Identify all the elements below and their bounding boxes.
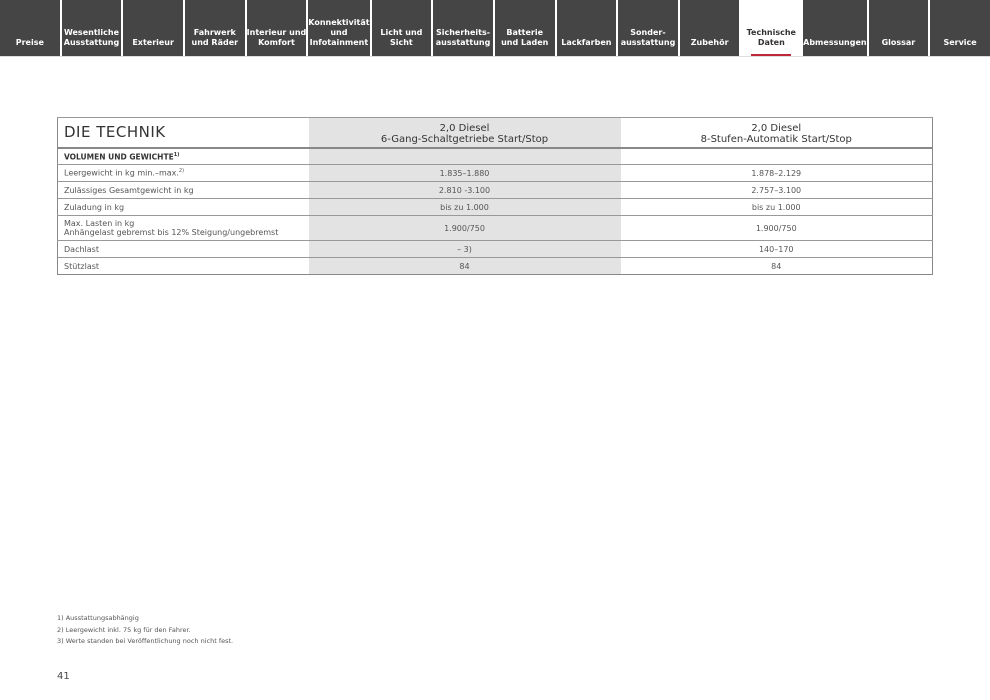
column-header-manual: 2,0 Diesel 6-Gang-Schaltgetriebe Start/Stop — [309, 118, 621, 148]
section-title: VOLUMEN UND GEWICHTE — [64, 152, 174, 161]
footnote: 1) Ausstattungsabhängig — [57, 614, 139, 622]
tab-service[interactable]: Service — [930, 0, 990, 56]
tab-exterieur[interactable]: Exterieur — [123, 0, 183, 56]
tab-glossar[interactable]: Glossar — [869, 0, 929, 56]
footnotes — [57, 613, 233, 648]
value-automatic: 140–170 — [621, 241, 933, 258]
tech-data-table — [57, 117, 933, 275]
table-row — [58, 258, 933, 275]
column-header-automatic: 2,0 Diesel 8-Stufen-Automatik Start/Stop — [621, 118, 933, 148]
value-manual: 1.835–1.880 — [309, 165, 621, 182]
tab-preise[interactable]: Preise — [0, 0, 60, 56]
value-manual: 2.810 -3.100 — [309, 182, 621, 199]
tab-licht[interactable]: Licht und Sicht — [372, 0, 432, 56]
tab-fahrwerk[interactable]: Fahrwerk und Räder — [185, 0, 245, 56]
value-automatic: 84 — [621, 258, 933, 275]
table-header — [58, 118, 933, 148]
row-label: Leergewicht in kg min.–max. — [64, 168, 179, 178]
tab-abmessungen[interactable]: Abmessungen — [803, 0, 866, 56]
value-manual: bis zu 1.000 — [309, 199, 621, 216]
footnote-ref: 1) — [173, 151, 180, 158]
table-row — [58, 216, 933, 241]
tab-sonderausstattung[interactable]: Sonder- ausstattung — [618, 0, 678, 56]
value-automatic: 2.757–3.100 — [621, 182, 933, 199]
tab-zubehoer[interactable]: Zubehör — [680, 0, 740, 56]
row-label: Stützlast — [58, 258, 309, 275]
tab-batterie[interactable]: Batterie und Laden — [495, 0, 555, 56]
value-manual: – 3) — [309, 241, 621, 258]
page-number: 41 — [57, 671, 70, 682]
table-row — [58, 165, 933, 182]
tab-wesentliche-ausstattung[interactable]: Wesentliche Ausstattung — [62, 0, 122, 56]
table-row — [58, 199, 933, 216]
value-automatic: bis zu 1.000 — [621, 199, 933, 216]
top-navigation — [0, 0, 990, 57]
footnote: 3) Werte standen bei Veröffentlichung noch nicht fest. — [57, 637, 234, 645]
section-row — [58, 148, 933, 165]
value-automatic: 1.878–2.129 — [621, 165, 933, 182]
tab-sicherheit[interactable]: Sicherheits- ausstattung — [433, 0, 493, 56]
row-label: Dachlast — [58, 241, 309, 258]
row-label: Zulässiges Gesamtgewicht in kg — [58, 182, 309, 199]
tab-technische-daten[interactable]: Technische Daten — [741, 0, 801, 56]
table-row — [58, 182, 933, 199]
footnote-ref: 2) — [178, 168, 185, 175]
row-label: Max. Lasten in kg Anhängelast gebremst bis 12% Steigung/ungebremst — [58, 216, 309, 241]
value-manual: 1.900/750 — [309, 216, 621, 241]
tab-lackfarben[interactable]: Lackfarben — [557, 0, 617, 56]
value-automatic: 1.900/750 — [621, 216, 933, 241]
tab-konnektivitaet[interactable]: Konnektivität und Infotainment — [308, 0, 369, 56]
footnote: 2) Leergewicht inkl. 75 kg für den Fahrer. — [57, 625, 191, 634]
table-title: DIE TECHNIK — [58, 118, 309, 148]
table-row — [58, 241, 933, 258]
row-label: Zuladung in kg — [58, 199, 309, 216]
tab-interieur[interactable]: Interieur und Komfort — [247, 0, 307, 56]
value-manual: 84 — [309, 258, 621, 275]
